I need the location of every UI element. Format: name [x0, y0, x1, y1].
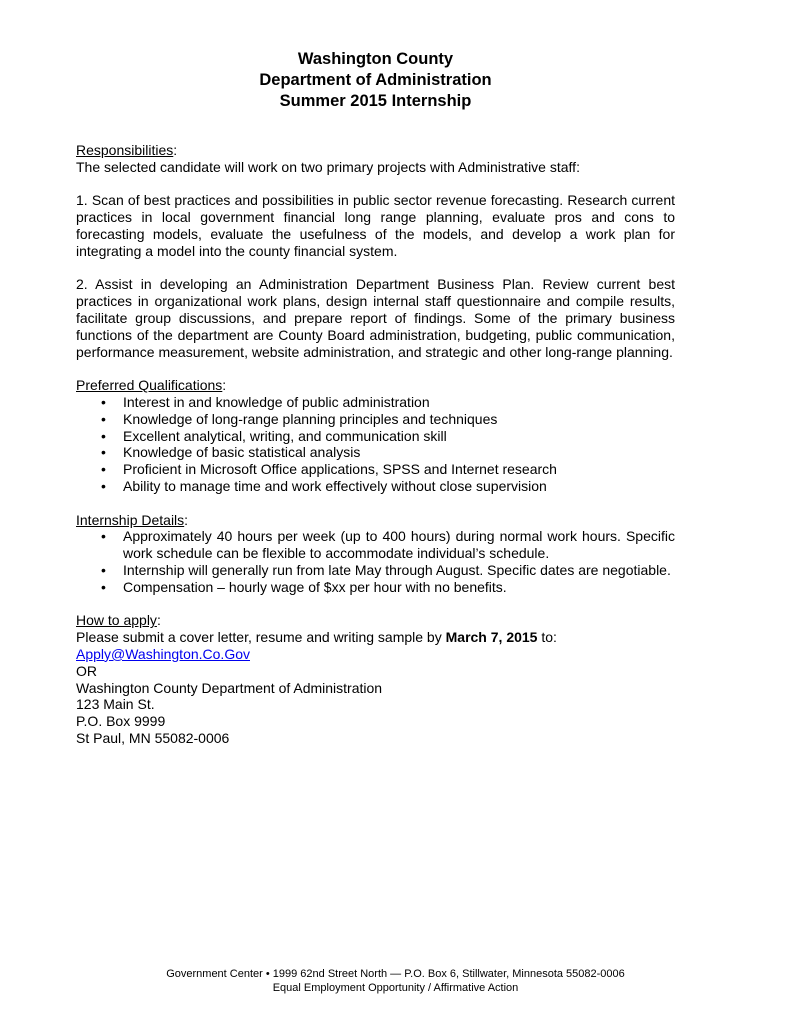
- details-heading-text: Internship Details: [76, 511, 185, 528]
- header-title: Summer 2015 Internship: [279, 92, 472, 110]
- apply-deadline: March 7, 2015: [445, 629, 538, 646]
- address-line-2: 123 Main St.: [76, 696, 155, 713]
- responsibility-item-2: 2. Assist in developing an Administration Department Business Plan. Review current best practices in organizational work plans, design internal staff questionnaire and compile results, facilitate group discussions, and prepare report of findings. Some of the primary business functions of the department are County Board administration, budgeting, public communication, performance measurement, website administration, and strategic and other long-range planning.: [76, 276, 675, 360]
- header-county: Washington County: [297, 50, 454, 68]
- responsibilities-heading-text: Responsibilities: [76, 142, 174, 158]
- apply-heading-colon: :: [156, 612, 161, 629]
- detail-text: Internship will generally run from late May through August. Specific dates are negotiable.: [123, 561, 671, 578]
- detail-text: Compensation – hourly wage of $xx per hour with no benefits.: [123, 578, 507, 595]
- apply-heading: [76, 612, 675, 629]
- list-item: [76, 411, 675, 428]
- details-heading-colon: :: [184, 511, 189, 528]
- header-department: Department of Administration: [259, 71, 492, 89]
- bullet-icon: •: [101, 461, 106, 478]
- list-item: [76, 444, 675, 461]
- responsibilities-intro: The selected candidate will work on two primary projects with Administrative staff:: [76, 158, 580, 175]
- list-item: [76, 461, 675, 478]
- footer-address: Government Center • 1999 62nd Street North — P.O. Box 6, Stillwater, Minnesota 55082-0006: [166, 968, 625, 980]
- list-item: [76, 394, 675, 411]
- bullet-icon: •: [101, 444, 106, 461]
- list-item: [76, 562, 675, 579]
- detail-text: Approximately 40 hours per week (up to 400 hours) during normal work hours. Specific work schedule can be flexible to accommodate individual’s schedule.: [123, 528, 675, 562]
- bullet-icon: •: [101, 561, 106, 578]
- apply-email-link[interactable]: Apply@Washington.Co.Gov: [76, 645, 250, 662]
- responsibilities-heading: [76, 142, 675, 159]
- apply-heading-text: How to apply: [76, 612, 157, 629]
- qualification-text: Interest in and knowledge of public administration: [123, 393, 430, 410]
- bullet-icon: •: [101, 578, 106, 595]
- bullet-icon: •: [101, 477, 106, 494]
- document-body: [76, 142, 675, 747]
- qualifications-heading: [76, 377, 675, 394]
- responsibilities-heading-colon: :: [173, 142, 178, 158]
- qualification-text: Knowledge of long-range planning principles and techniques: [123, 410, 498, 427]
- list-item: [76, 478, 675, 495]
- qualifications-list: [76, 394, 675, 495]
- apply-instruction-post: to:: [537, 629, 557, 646]
- qualification-text: Ability to manage time and work effectively without close supervision: [123, 477, 547, 494]
- qualification-text: Knowledge of basic statistical analysis: [123, 444, 361, 461]
- bullet-icon: •: [101, 410, 106, 427]
- qualification-text: Excellent analytical, writing, and communication skill: [123, 427, 447, 444]
- bullet-icon: •: [101, 427, 106, 444]
- bullet-icon: •: [101, 393, 106, 410]
- address-line-4: St Paul, MN 55082-0006: [76, 729, 230, 746]
- apply-instruction-pre: Please submit a cover letter, resume and writing sample by: [76, 629, 446, 646]
- qualifications-heading-colon: :: [222, 377, 227, 394]
- list-item: [76, 528, 675, 562]
- address-line-1: Washington County Department of Administration: [76, 679, 383, 696]
- document-header: [0, 49, 751, 112]
- apply-instruction: [76, 629, 675, 646]
- list-item: [76, 428, 675, 445]
- list-item: [76, 579, 675, 596]
- bullet-icon: •: [101, 528, 106, 545]
- document-footer: [0, 967, 791, 995]
- responsibility-item-1: 1. Scan of best practices and possibilities in public sector revenue forecasting. Research current practices in local government financial long range planning, evaluate pros and cons to forecasting models, evaluate the usefulness of the models, and develop a work plan for integrating a model into the county financial system.: [76, 192, 675, 259]
- qualification-text: Proficient in Microsoft Office applications, SPSS and Internet research: [123, 461, 557, 478]
- footer-eeo: Equal Employment Opportunity / Affirmative Action: [272, 982, 519, 994]
- address-line-3: P.O. Box 9999: [76, 713, 166, 730]
- details-list: [76, 528, 675, 595]
- details-heading: [76, 512, 675, 529]
- qualifications-heading-text: Preferred Qualifications: [76, 377, 223, 394]
- apply-or: OR: [76, 662, 97, 679]
